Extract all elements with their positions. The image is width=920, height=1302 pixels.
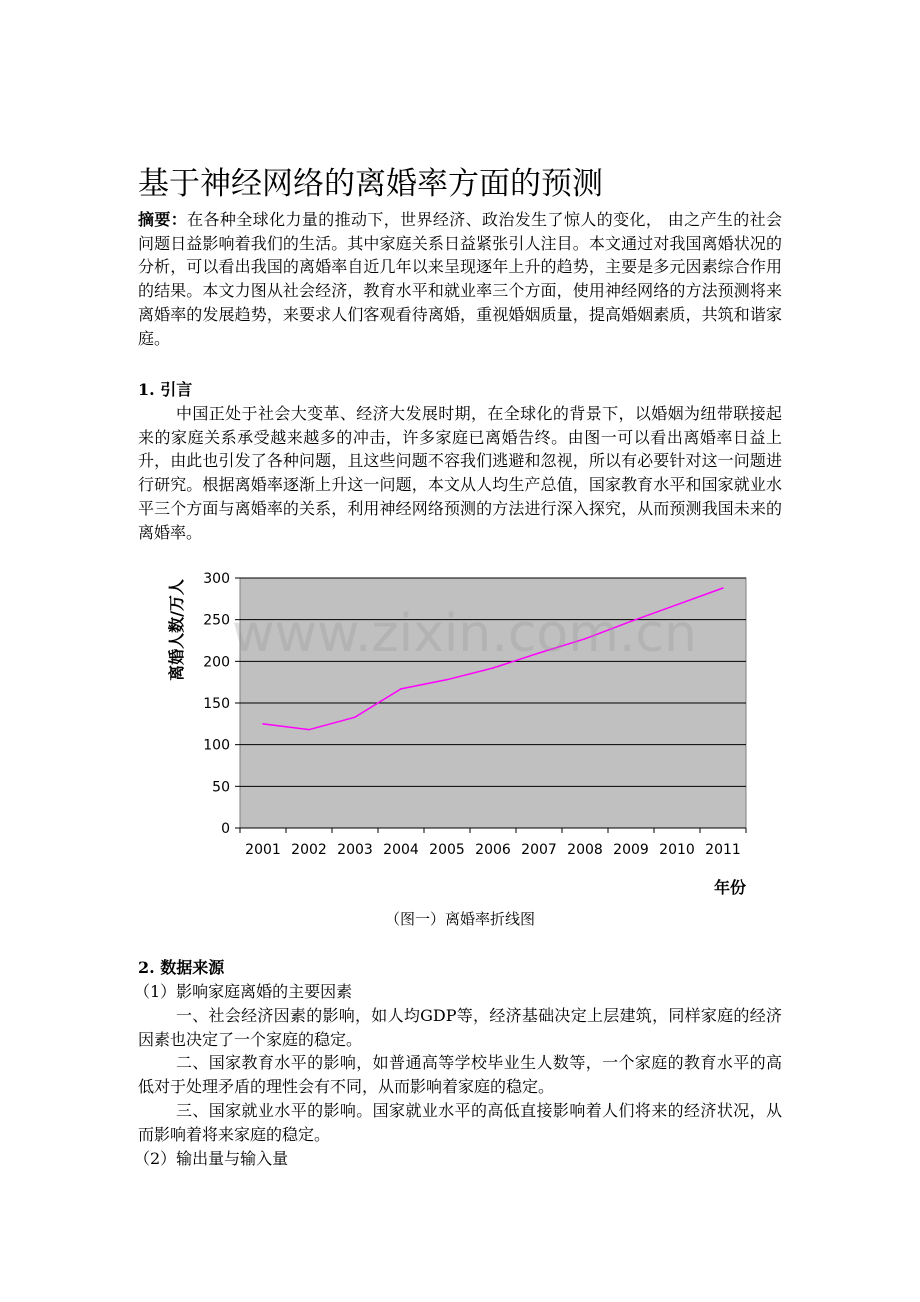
paper-title: 基于神经网络的离婚率方面的预测 xyxy=(138,166,603,202)
subsection-1-heading: （1）影响家庭离婚的主要因素 xyxy=(134,982,353,1001)
x-tick-label: 2004 xyxy=(383,842,419,858)
x-tick-label: 2008 xyxy=(567,842,603,858)
x-tick-label: 2010 xyxy=(659,842,695,858)
figure-caption: （图一）离婚率折线图 xyxy=(384,910,535,928)
y-tick-label: 0 xyxy=(221,821,230,837)
abstract-text: 在各种全球化力量的推动下，世界经济、政治发生了惊人的变化， 由之产生的社会问题日益影响着我们的生活。其中家庭关系日益紧张引人注目。本文通过对我国离婚状况的分析，可以看出我国的离婚率自近几年以来呈现逐年上升的趋势，主要是多元因素综合作用的结果。本文力图从社会经济，教育水平和就业率三个方面，使用神经网络的方法预测将来离婚率的发展趋势，来要求人们客观看待离婚，重视婚姻质量，提高婚姻素质，共筑和谐家庭。 xyxy=(138,210,782,348)
data-point xyxy=(354,716,356,718)
x-tick-label: 2001 xyxy=(245,842,281,858)
data-point xyxy=(538,652,540,654)
data-point xyxy=(308,729,310,731)
subsection-2-heading: （2）输出量与输入量 xyxy=(134,1149,289,1168)
data-point xyxy=(492,667,494,669)
x-tick-label: 2003 xyxy=(337,842,373,858)
x-tick-label: 2007 xyxy=(521,842,557,858)
data-point xyxy=(400,688,402,690)
x-tick-label: 2011 xyxy=(705,842,741,858)
y-tick-label: 150 xyxy=(203,696,230,712)
factor-item-2: 二、国家教育水平的影响，如普通高等学校毕业生人数等，一个家庭的教育水平的高低对于处理矛盾的理性会有不同，从而影响着家庭的稳定。 xyxy=(138,1053,782,1096)
data-point xyxy=(676,604,678,606)
section-1-heading: 1. 引言 xyxy=(138,380,193,399)
data-point xyxy=(584,638,586,640)
x-tick-label: 2005 xyxy=(429,842,465,858)
data-point xyxy=(446,679,448,681)
y-axis-title: 离婚人数/万人 xyxy=(167,579,186,681)
y-tick-label: 250 xyxy=(203,612,230,629)
section-2-heading: 2. 数据来源 xyxy=(138,958,225,977)
y-tick-label: 200 xyxy=(203,654,230,671)
factor-item-1: 一、社会经济因素的影响，如人均GDP等，经济基础决定上层建筑，同样家庭的经济因素也决定了一个家庭的稳定。 xyxy=(138,1006,782,1049)
y-tick-label: 300 xyxy=(203,571,230,587)
data-point xyxy=(722,587,724,589)
x-tick-label: 2006 xyxy=(475,842,511,858)
abstract-label: 摘要： xyxy=(138,210,188,229)
section-1-paragraph: 中国正处于社会大变革、经济大发展时期，在全球化的背景下，以婚姻为纽带联接起来的家庭关系承受越来越多的冲击，许多家庭已离婚告终。由图一可以看出离婚率日益上升，由此也引发了各种问题，且这些问题不容我们逃避和忽视，所以有必要针对这一问题进行研究。根据离婚率逐渐上升这一问题，本文从人均生产总值，国家教育水平和国家就业水平三个方面与离婚率的关系，利用神经网络预测的方法进行深入探究，从而预测我国未来的离婚率。 xyxy=(138,404,782,542)
abstract xyxy=(138,208,782,350)
watermark: www.zixin.com.cn xyxy=(232,604,697,664)
data-point xyxy=(262,723,264,725)
factor-item-3: 三、国家就业水平的影响。国家就业水平的高低直接影响着人们将来的经济状况，从而影响着将来家庭的稳定。 xyxy=(138,1101,782,1144)
divorce-line-chart xyxy=(150,560,790,900)
x-axis-title: 年份 xyxy=(713,878,746,897)
y-tick-label: 50 xyxy=(212,779,230,796)
x-tick-label: 2009 xyxy=(613,842,649,858)
data-point xyxy=(630,621,632,623)
y-tick-label: 100 xyxy=(203,737,230,754)
x-tick-label: 2002 xyxy=(291,842,327,858)
